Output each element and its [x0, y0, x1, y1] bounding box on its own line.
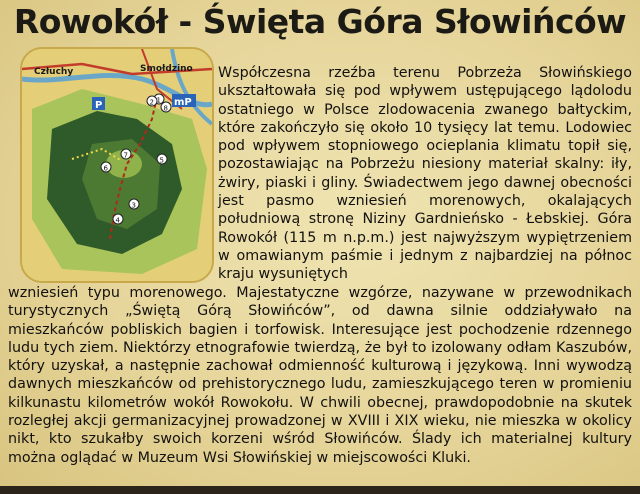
svg-text:6: 6	[103, 164, 108, 173]
svg-text:7: 7	[123, 151, 128, 160]
paragraph-top: Współczesna rzeźba terenu Pobrzeża Słowińskiego ukształtowała się pod wpływem ustępującego lądolodu ostatniego w Polsce zlodowacenia zwanego bałtyckim, które zakończyło się około 10 tysięcy lat temu. Lodowiec pod wpływem stopniowego ocieplania klimatu topił się, pozostawiając na Pobrzeżu niesiony materiał skalny: iły, żwiry, piaski i gliny. Świadectwem jego dawnej obecności jest pasmo wzniesień morenowych, okalających południową stronę Niziny Gardnieńsko - Łebskiej. Góra Rowokół (115 m n.p.m.) jest najwyższym wypiętrzeniem w omawianym paśmie i jednym z najbardziej na północ kraju wysuniętych	[218, 65, 632, 283]
svg-text:3: 3	[131, 201, 136, 210]
marker-4	[113, 214, 123, 225]
marker-5	[157, 154, 167, 165]
board-title: Rowokół - Święta Góra Słowińców	[13, 2, 627, 41]
label-smoldzino: Smołdzino	[140, 64, 193, 74]
marker-6	[101, 162, 111, 173]
svg-text:4: 4	[115, 216, 120, 225]
label-czluchy: Człuchy	[34, 67, 74, 77]
svg-text:8: 8	[163, 104, 168, 113]
label-mp: mP	[174, 97, 192, 108]
svg-text:2: 2	[149, 98, 154, 107]
trail-map-graphic	[22, 49, 212, 281]
svg-text:5: 5	[159, 156, 164, 165]
trail-map	[20, 47, 214, 283]
paragraph-bottom: wzniesień typu morenowego. Majestatyczne wzgórze, nazywane w przewodnikach turystycznych „Świętą Górą Słowińców”, od dawna silnie oddziaływało na mieszkańców pobliskich bagien i torfowisk. Interesujące jest pochodzenie rdzennego ludu tych ziem. Niektórzy etnografowie twierdzą, że był to izolowany odłam Kaszubów, który uzyskał, a następnie zachował odmienność kulturową i językową. Inni wywodzą dawnych mieszkańców od prehistorycznego ludu, zamieszkującego teren w promieniu kilkunastu kilometrów wokół Rowokołu. W chwili obecnej, prawdopodobnie na skutek rozległej akcji germanizacyjnej prowadzonej w XVIII i XIX wieku, nie mieszka w okolicy nikt, kto szukałby swoich korzeni wśród Słowińców. Ślady ich materialnej kultury można oglądać w Muzeum Wsi Słowińskiej w miejscowości Kluki.	[8, 285, 632, 466]
marker-8	[161, 102, 171, 113]
marker-3	[129, 199, 139, 210]
marker-7	[121, 149, 131, 160]
label-p: P	[95, 100, 103, 111]
board-bottom-edge	[0, 486, 640, 494]
svg-text:1: 1	[156, 96, 161, 105]
marker-2	[147, 96, 157, 107]
